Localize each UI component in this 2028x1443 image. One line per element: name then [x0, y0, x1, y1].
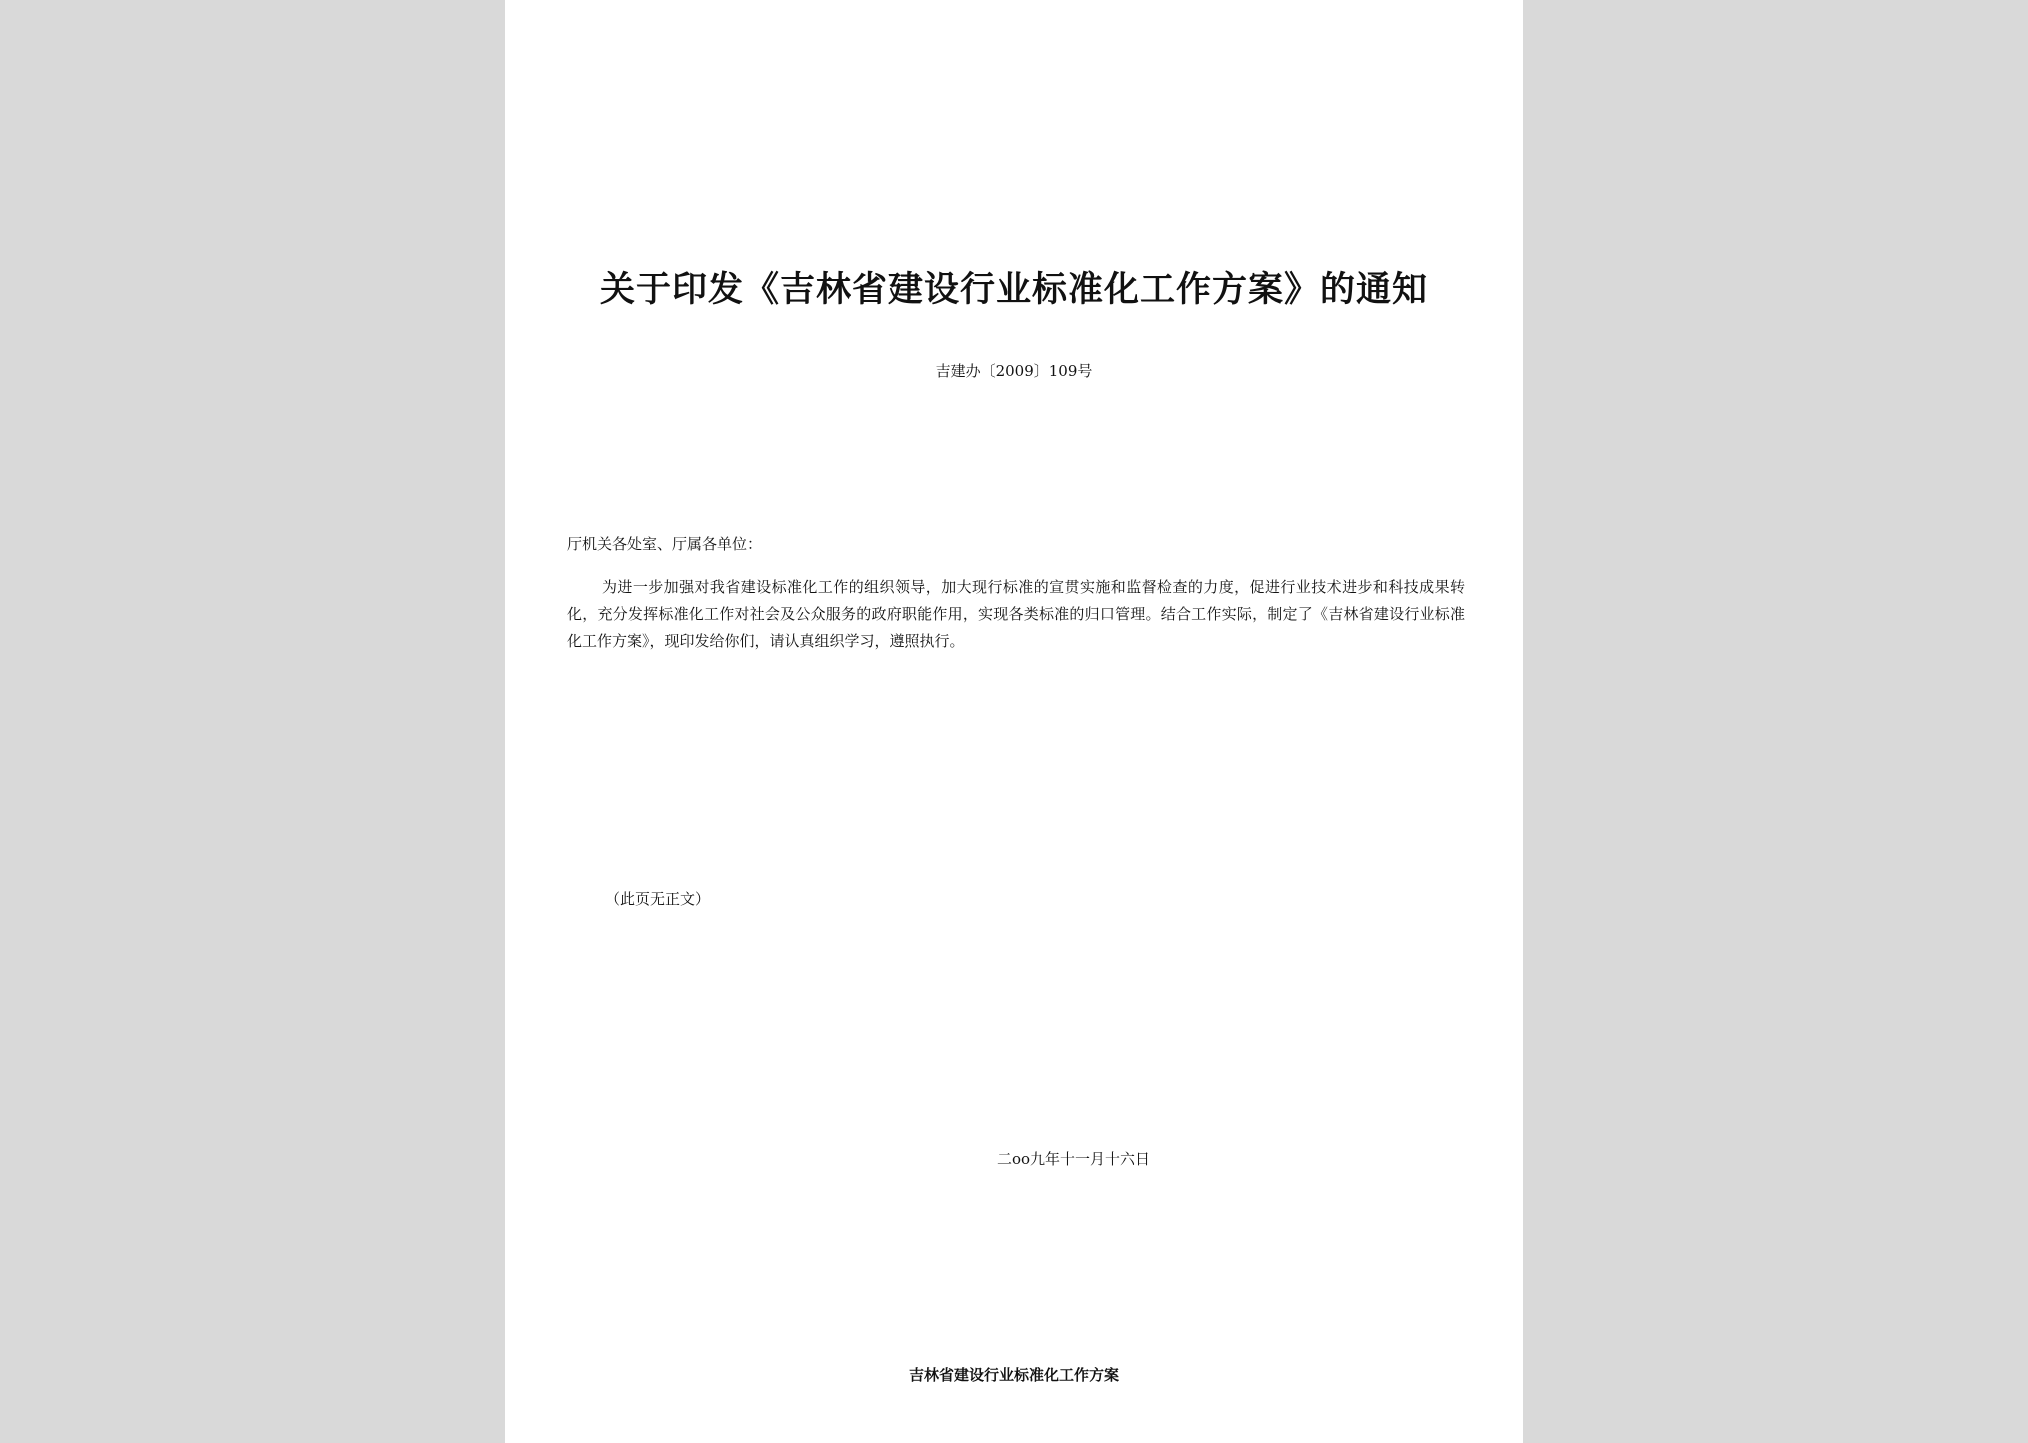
- document-title: 关于印发《吉林省建设行业标准化工作方案》的通知: [599, 269, 1428, 310]
- no-text-note: （此页无正文）: [605, 890, 711, 908]
- page-footer: 吉林省建设行业标准化工作方案: [908, 1366, 1119, 1384]
- issue-date: 二oo九年十一月十六日: [997, 1150, 1151, 1168]
- body-paragraph: 为进一步加强对我省建设标准化工作的组织领导，加大现行标准的宣贯实施和监督检查的力度，促进行业技术进步和科技成果转化，充分发挥标准化工作对社会及公众服务的政府职能作用，实现各类标准的归口管理。结合工作实际，制定了《吉林省建设行业标准化工作方案》，现印发给你们，请认真组织学习，遵照执行。: [567, 578, 1465, 650]
- salutation: 厅机关各处室、厅属各单位：: [567, 535, 763, 553]
- document-number: 吉建办〔2009〕109号: [935, 362, 1093, 380]
- document-page: [505, 0, 1523, 1443]
